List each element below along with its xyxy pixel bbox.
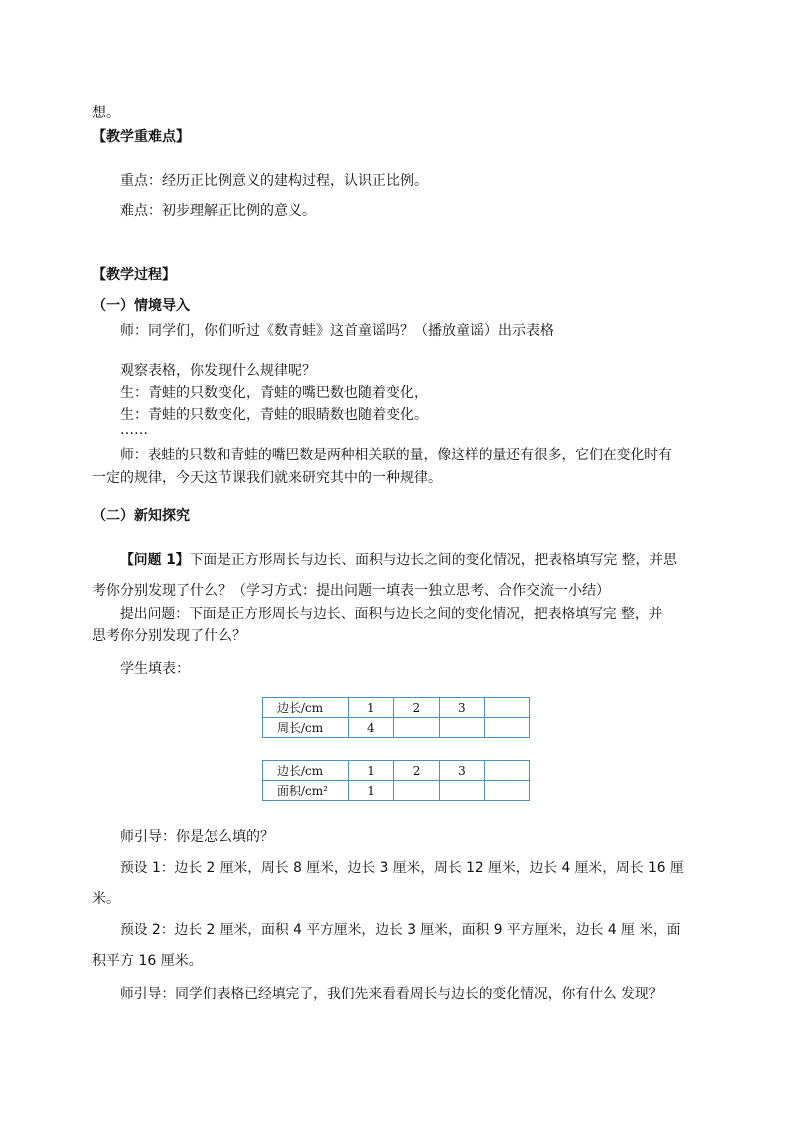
area-table	[262, 760, 530, 801]
table-cell: 2	[394, 761, 439, 781]
part1-line-6: 师：表蛙的只数和青蛙的嘴巴数是两种相关联的量，像这样的量还有很多，它们在变化时有	[120, 447, 672, 463]
table-cell: 2	[394, 698, 440, 718]
part2-title: （二）新知探究	[92, 508, 190, 524]
table-cell: 面积/cm²	[263, 781, 349, 801]
section-heading-process: 【教学过程】	[92, 267, 176, 283]
table-row	[263, 761, 530, 781]
table-row	[263, 781, 530, 801]
preset1-line-2: 米。	[92, 891, 120, 907]
table-row	[263, 698, 530, 718]
guide-line-1: 师引导：你是怎么填的？	[120, 829, 274, 845]
preset1-line-1: 预设 1：边长 2 厘米，周长 8 厘米，边长 3 厘米，周长 12 厘米，边长 4 厘米，周长 16 厘	[120, 860, 684, 876]
key-point-label: 重点：	[120, 173, 162, 189]
table-cell	[485, 698, 530, 718]
fill-table-label: 学生填表：	[120, 661, 190, 677]
table-cell: 1	[348, 698, 394, 718]
section-heading-difficulty: 【教学重难点】	[92, 129, 190, 145]
key-point-text: 经历正比例意义的建构过程，认识正比例。	[162, 173, 428, 189]
table-cell: 3	[439, 761, 484, 781]
question1-line-3: 提出问题：下面是正方形周长与边长、面积与边长之间的变化情况，把表格填写完 整，并	[120, 606, 663, 622]
question1-text: 下面是正方形周长与边长、面积与边长之间的变化情况，把表格填写完 整，并思	[189, 552, 677, 568]
table-cell	[439, 781, 484, 801]
question1-line-4: 思考你分别发现了什么？	[92, 628, 246, 644]
question1-line-2: 考你分别发现了什么？（学习方式：提出问题一填表一独立思考、合作交流一小结）	[92, 583, 610, 599]
guide-line-2: 师引导：同学们表格已经填完了，我们先来看看周长与边长的变化情况，你有什么 发现？	[120, 986, 663, 1002]
part1-line-1: 师：同学们，你们听过《数青蛙》这首童谣吗？（播放童谣）出示表格	[120, 323, 554, 339]
preset2-line-2: 积平方 16 厘米。	[92, 953, 203, 969]
table-cell: 1	[348, 781, 393, 801]
table-cell: 边长/cm	[263, 698, 349, 718]
part1-line-7: 一定的规律，今天这节课我们就来研究其中的一种规律。	[92, 470, 442, 486]
table-cell: 边长/cm	[263, 761, 349, 781]
table-cell: 周长/cm	[263, 718, 349, 738]
part1-line-2: 观察表格，你发现什么规律呢？	[120, 363, 316, 379]
question1-line-1	[120, 551, 677, 569]
intro-end-text: 想。	[92, 105, 120, 121]
hard-point-text: 初步理解正比例的意义。	[162, 203, 316, 219]
table-cell	[485, 761, 530, 781]
key-point	[120, 172, 428, 190]
table-cell	[485, 718, 530, 738]
table-cell: 4	[348, 718, 394, 738]
hard-point-label: 难点：	[120, 203, 162, 219]
perimeter-table	[262, 697, 530, 738]
part1-line-5: ……	[120, 422, 148, 438]
preset2-line-1: 预设 2：边长 2 厘米，面积 4 平方厘米，边长 3 厘米，面积 9 平方厘米，边长 4 厘 米，面	[120, 922, 681, 938]
table-cell: 1	[348, 761, 393, 781]
part1-line-3: 生：青蛙的只数变化，青蛙的嘴巴数也随着变化，	[120, 385, 428, 401]
part1-title: （一）情境导入	[92, 298, 190, 314]
question1-label: 【问题 1】	[120, 552, 190, 568]
table-cell	[394, 718, 440, 738]
part1-line-4: 生：青蛙的只数变化，青蛙的眼睛数也随着变化。	[120, 407, 428, 423]
table-cell	[485, 781, 530, 801]
table-row	[263, 718, 530, 738]
hard-point	[120, 202, 316, 220]
table-cell	[439, 718, 485, 738]
table-cell	[394, 781, 439, 801]
table-cell: 3	[439, 698, 485, 718]
